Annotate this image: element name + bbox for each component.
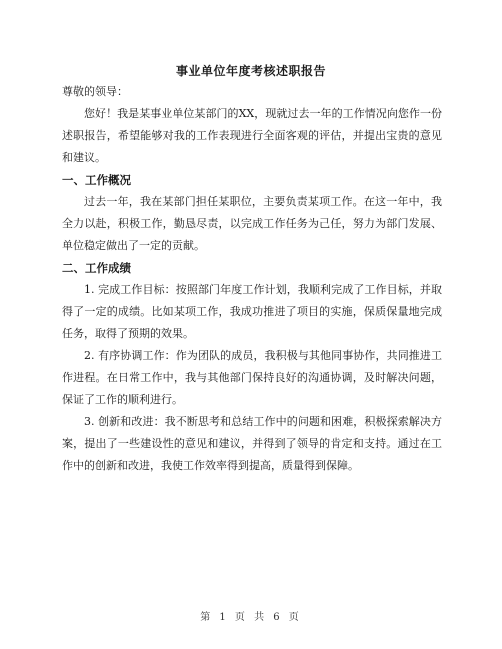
page-footer: 第 1 页 共 6 页 — [200, 612, 302, 623]
section-heading-achievements: 二、工作成绩 — [62, 261, 131, 275]
achievement-item-2: 2. 有序协调工作：作为团队的成员，我积极与其他同事协作，共同推进工作进程。在日常工作中，我与其他部门保持良好的沟通协调，及时解决问题，保证了工作的顺利进行。 — [62, 349, 442, 406]
achievement-item-3: 3. 创新和改进：我不断思考和总结工作中的问题和困难，积极探索解决方案，提出了一些建设性的意见和建议，并得到了领导的肯定和支持。通过在工作中的创新和改进，我使工作效率得到提高，质量得到保障。 — [62, 415, 442, 472]
intro-paragraph: 您好！我是某事业单位某部门的XX，现就过去一年的工作情况向您作一份述职报告，希望能够对我的工作表现进行全面客观的评估，并提出宝贵的意见和建议。 — [62, 107, 442, 164]
salutation: 尊敬的领导： — [62, 85, 128, 98]
achievement-item-1: 1. 完成工作目标：按照部门年度工作计划，我顺利完成了工作目标，并取得了一定的成绩。比如某项工作，我成功推进了项目的实施，保质保量地完成任务，取得了预期的效果。 — [62, 283, 442, 340]
document-title: 事业单位年度考核述职报告 — [175, 64, 326, 78]
overview-paragraph: 过去一年，我在某部门担任某职位，主要负责某项工作。在这一年中，我全力以赴，积极工作，勤恳尽责，以完成工作任务为己任，努力为部门发展、单位稳定做出了一定的贡献。 — [62, 195, 442, 252]
section-heading-overview: 一、工作概况 — [62, 173, 131, 187]
